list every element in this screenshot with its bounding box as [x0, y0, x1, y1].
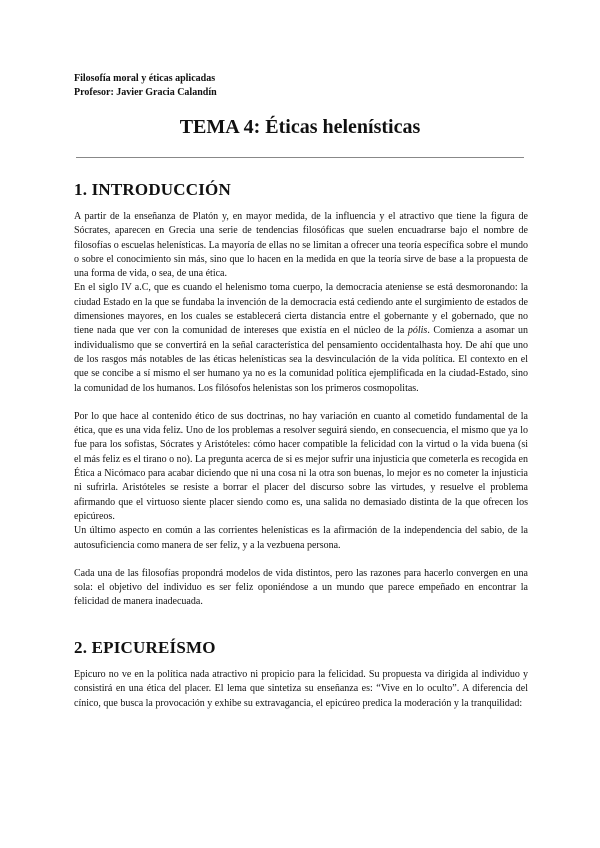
paragraph: A partir de la enseñanza de Platón y, en mayor medida, de la influencia y el atractivo que tiene la figura de Sócrates, aparecen en Grecia una serie de tendencias filosóficas que suelen encuadrarse bajo el nombre de filosofías o escuelas helenísticas. La mayoría de ellas no se limitan a ofrecer una teoría específica sobre el mundo o sobre el conocimiento sin más, sino que lo hacen en la medida en que la teoría sirve de base a la propuesta de una forma de vida, o sea, de una ética.	[74, 211, 528, 280]
paragraph: Por lo que hace al contenido ético de sus doctrinas, no hay variación en cuanto al cometido fundamental de la ética, que es una vida feliz. Uno de los problemas a resolver seguirá siendo, en consecuencia, el mismo que ya lo fue para los sofistas, Sócrates y Aristóteles: cómo hacer compatible la felicidad con la virtud o la vida buena (si el más feliz es el tirano o no). La pregunta acerca de si es mejor sufrir una injusticia que cometerla es recogida en Ética a Nicómaco para acabar diciendo que ni una cosa ni la otra son buenas, lo mejor es no cometer la injusticia ni sufrirla. Aristóteles se resiste a borrar el placer del discurso sobre las virtudes, y resuelve el problema afirmando que el virtuoso siente placer siendo como es, una salida no demasiado distinta de la que ofrecen los epicúreos.	[74, 410, 528, 522]
section-heading-introduccion: 1. INTRODUCCIÓN	[74, 180, 231, 199]
title-divider	[76, 157, 524, 158]
page-title: TEMA 4: Éticas helenísticas	[179, 116, 421, 138]
course-name: Filosofía moral y éticas aplicadas	[74, 73, 216, 84]
paragraph: Epicuro no ve en la política nada atractivo ni propicio para la felicidad. Su propuesta va dirigida al individuo y consistirá en una ética del placer. El lema que sintetiza su enseñanza es: “Vive en lo oculto”. A diferencia del cínico, que busca la provocación y exhibe su extravagancia, el epicúreo predica la moderación y la tranquilidad:	[74, 669, 528, 709]
paragraph	[74, 281, 528, 395]
professor-name: Profesor: Javier Gracia Calandín	[74, 87, 217, 98]
emphasis-term: pólis	[407, 325, 428, 337]
paragraph-text: . Comienza a asomar un individualismo que se convertirá en la señal característica del pensamiento occidentalhasta hoy. De ahí que uno de los rasgos más notables de las éticas helenísticas sea la desvinculación de la vida política. El contexto en el que se concibe a sí mismo el ser humano ya no es la comunidad política ejemplificada en la ciudad-Estado, sino la comunidad de los humanos. Los filósofos helenistas son los primeros cosmopolitas.	[74, 325, 528, 394]
section-body-epicureismo	[74, 668, 528, 711]
paragraph: Un último aspecto en común a las corrientes helenísticas es la afirmación de la independencia del sabio, de la autosuficiencia como manera de ser feliz, y a la vezbuena persona.	[74, 525, 528, 551]
section-body-introduccion	[74, 210, 528, 610]
section-heading-epicureismo: 2. EPICUREÍSMO	[74, 638, 216, 657]
paragraph: Cada una de las filosofías propondrá modelos de vida distintos, pero las razones para hacerlo convergen en una sola: el objetivo del individuo es ser feliz oponiéndose a un mundo que parece empeñado en encontrar la felicidad de manera inadecuada.	[74, 567, 528, 608]
document-header	[74, 72, 217, 100]
paragraph-text: En el siglo IV a.C, que es cuando el helenismo toma cuerpo, la democracia ateniense se está desmoronando: la ciudad Estado en la que se fundaba la invención de la democracia está cediendo ante el surgimiento de estados de dimensiones mayores, en los cuales se establecerá cierta distancia entre el gobernante y el gobernado, que no tiene nada que ver con la comunidad de intereses que existía en el núcleo de la	[74, 282, 528, 337]
